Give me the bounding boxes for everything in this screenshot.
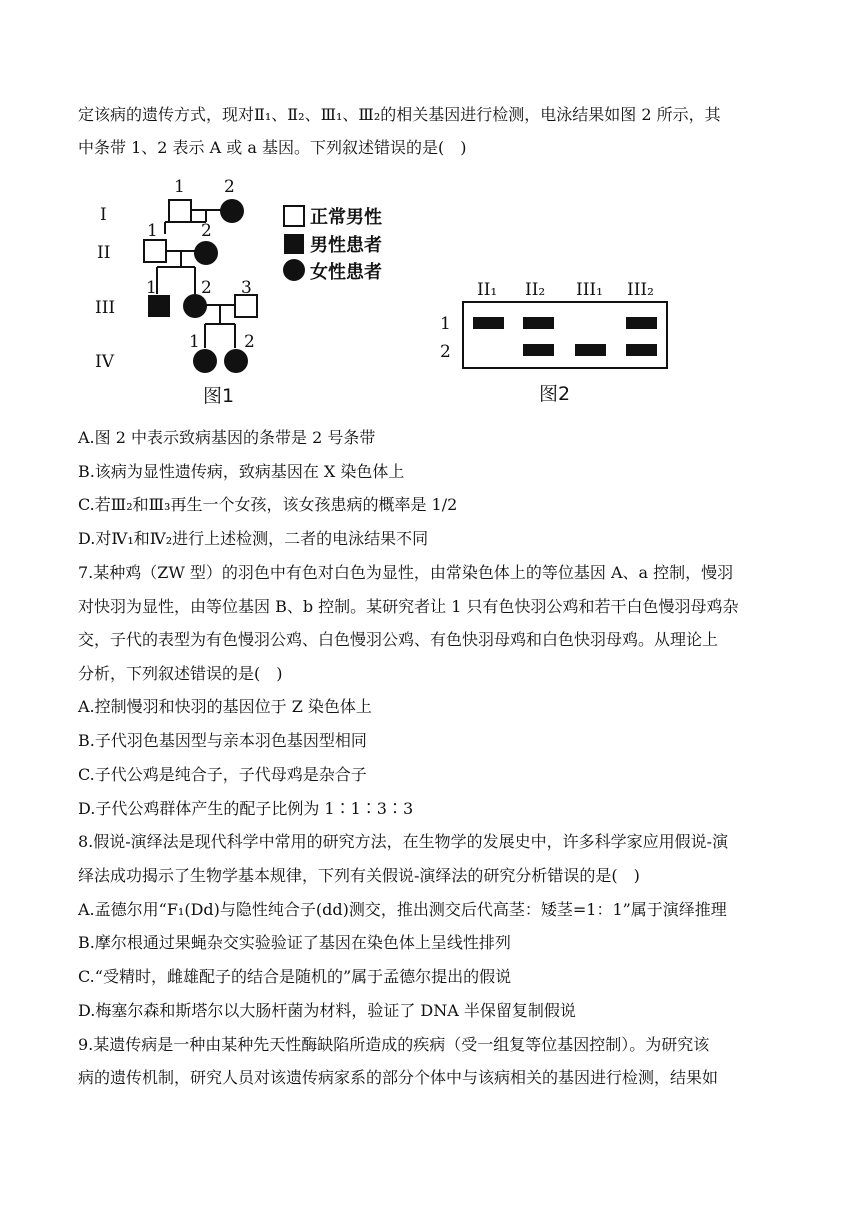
ind-I-2 [220, 199, 244, 223]
gen-label-II: II [97, 243, 111, 263]
ind-II-1 [144, 240, 166, 262]
legend-normal-male-icon [284, 206, 304, 226]
legend-affected-female-icon [283, 259, 305, 281]
q8-option-b: B.摩尔根通过果蝇杂交实验验证了基因在染色体上呈线性排列 [78, 933, 511, 952]
ind-III-1 [148, 295, 170, 317]
gel-band1-lane-II1 [473, 317, 504, 329]
legend-affected-male: 男性患者 [310, 235, 382, 256]
num-II-1: 1 [147, 221, 158, 241]
q7-option-c: C.子代公鸡是纯合子，子代母鸡是杂合子 [78, 765, 367, 784]
gel-band2-lane-III1 [575, 344, 606, 356]
q8-stem-1: 8.假说-演绎法是现代科学中常用的研究方法，在生物学的发展史中，许多科学家应用假说-演 [78, 832, 729, 851]
num-III-2: 2 [201, 278, 212, 298]
num-III-3: 3 [241, 278, 252, 298]
gen-label-I: I [100, 205, 107, 225]
q6-option-b: B.该病为显性遗传病，致病基因在 X 染色体上 [78, 462, 405, 481]
gel-band2-lane-II2 [523, 344, 554, 356]
ind-IV-1 [193, 349, 217, 373]
gel-band2-lane-III2 [626, 344, 657, 356]
q7-option-a: A.控制慢羽和快羽的基因位于 Z 染色体上 [78, 697, 372, 716]
electrophoresis-figure [430, 272, 680, 412]
lane-label-II1: II₁ [477, 280, 498, 300]
band-label-1: 1 [440, 314, 451, 334]
q6-option-d: D.对Ⅳ₁和Ⅳ₂进行上述检测，二者的电泳结果不同 [78, 529, 429, 548]
gel-band1-lane-II2 [523, 317, 554, 329]
num-II-2: 2 [201, 221, 212, 241]
legend-affected-female: 女性患者 [310, 262, 382, 283]
q6-option-c: C.若Ⅲ₂和Ⅲ₃再生一个女孩，该女孩患病的概率是 1/2 [78, 495, 458, 514]
gen-label-IV: IV [95, 352, 114, 372]
pedigree-figure [85, 172, 415, 412]
q7-option-b: B.子代羽色基因型与亲本羽色基因型相同 [78, 731, 367, 750]
num-III-1: 1 [146, 278, 157, 298]
q8-stem-2: 绎法成功揭示了生物学基本规律，下列有关假说-演绎法的研究分析错误的是( ) [78, 866, 640, 885]
q8-option-d: D.梅塞尔森和斯塔尔以大肠杆菌为材料，验证了 DNA 半保留复制假说 [78, 1001, 576, 1020]
figure1-caption: 图1 [203, 385, 235, 407]
ind-II-2 [194, 241, 218, 265]
gel-band1-lane-III2 [626, 317, 657, 329]
q6-option-a: A.图 2 中表示致病基因的条带是 2 号条带 [78, 428, 376, 447]
lane-label-III2: III₂ [627, 280, 654, 300]
intro-line-2: 中条带 1、2 表示 A 或 a 基因。下列叙述错误的是( ) [78, 138, 467, 157]
num-IV-2: 2 [244, 332, 255, 352]
q9-stem-2: 病的遗传机制，研究人员对该遗传病家系的部分个体中与该病相关的基因进行检测，结果如 [78, 1068, 719, 1087]
gen-label-III: III [95, 298, 116, 318]
q8-option-a: A.孟德尔用“F₁(Dd)与隐性纯合子(dd)测交，推出测交后代高茎：矮茎=1：1”属于演绎推理 [78, 900, 727, 919]
q7-stem-2: 对快羽为显性，由等位基因 B、b 控制。某研究者让 1 只有色快羽公鸡和若干白色慢羽母鸡杂 [78, 597, 739, 616]
ind-IV-2 [224, 349, 248, 373]
ind-III-3 [235, 295, 257, 317]
num-I-1: 1 [174, 177, 185, 197]
band-label-2: 2 [440, 342, 451, 362]
q7-stem-3: 交，子代的表型为有色慢羽公鸡、白色慢羽公鸡、有色快羽母鸡和白色快羽母鸡。从理论上 [78, 630, 719, 649]
q8-option-c: C.“受精时，雌雄配子的结合是随机的”属于孟德尔提出的假说 [78, 967, 512, 986]
figure2-caption: 图2 [539, 383, 571, 405]
lane-label-III1: III₁ [576, 280, 603, 300]
lane-label-II2: II₂ [525, 280, 546, 300]
num-IV-1: 1 [189, 332, 200, 352]
ind-I-1 [169, 200, 191, 222]
q7-stem-1: 7.某种鸡（ZW 型）的羽色中有色对白色为显性，由常染色体上的等位基因 A、a 控制，慢羽 [78, 563, 734, 582]
q7-stem-4: 分析，下列叙述错误的是( ) [78, 664, 283, 683]
q9-stem-1: 9.某遗传病是一种由某种先天性酶缺陷所造成的疾病（受一组复等位基因控制）。为研究该 [78, 1035, 710, 1054]
gel-frame [463, 302, 667, 368]
intro-line-1: 定该病的遗传方式，现对Ⅱ₁、Ⅱ₂、Ⅲ₁、Ⅲ₂的相关基因进行检测，电泳结果如图 2 所示，其 [78, 105, 721, 124]
legend-normal-male: 正常男性 [310, 207, 382, 228]
q7-option-d: D.子代公鸡群体产生的配子比例为 1∶1∶3∶3 [78, 799, 414, 818]
legend-affected-male-icon [284, 234, 304, 254]
num-I-2: 2 [224, 177, 235, 197]
